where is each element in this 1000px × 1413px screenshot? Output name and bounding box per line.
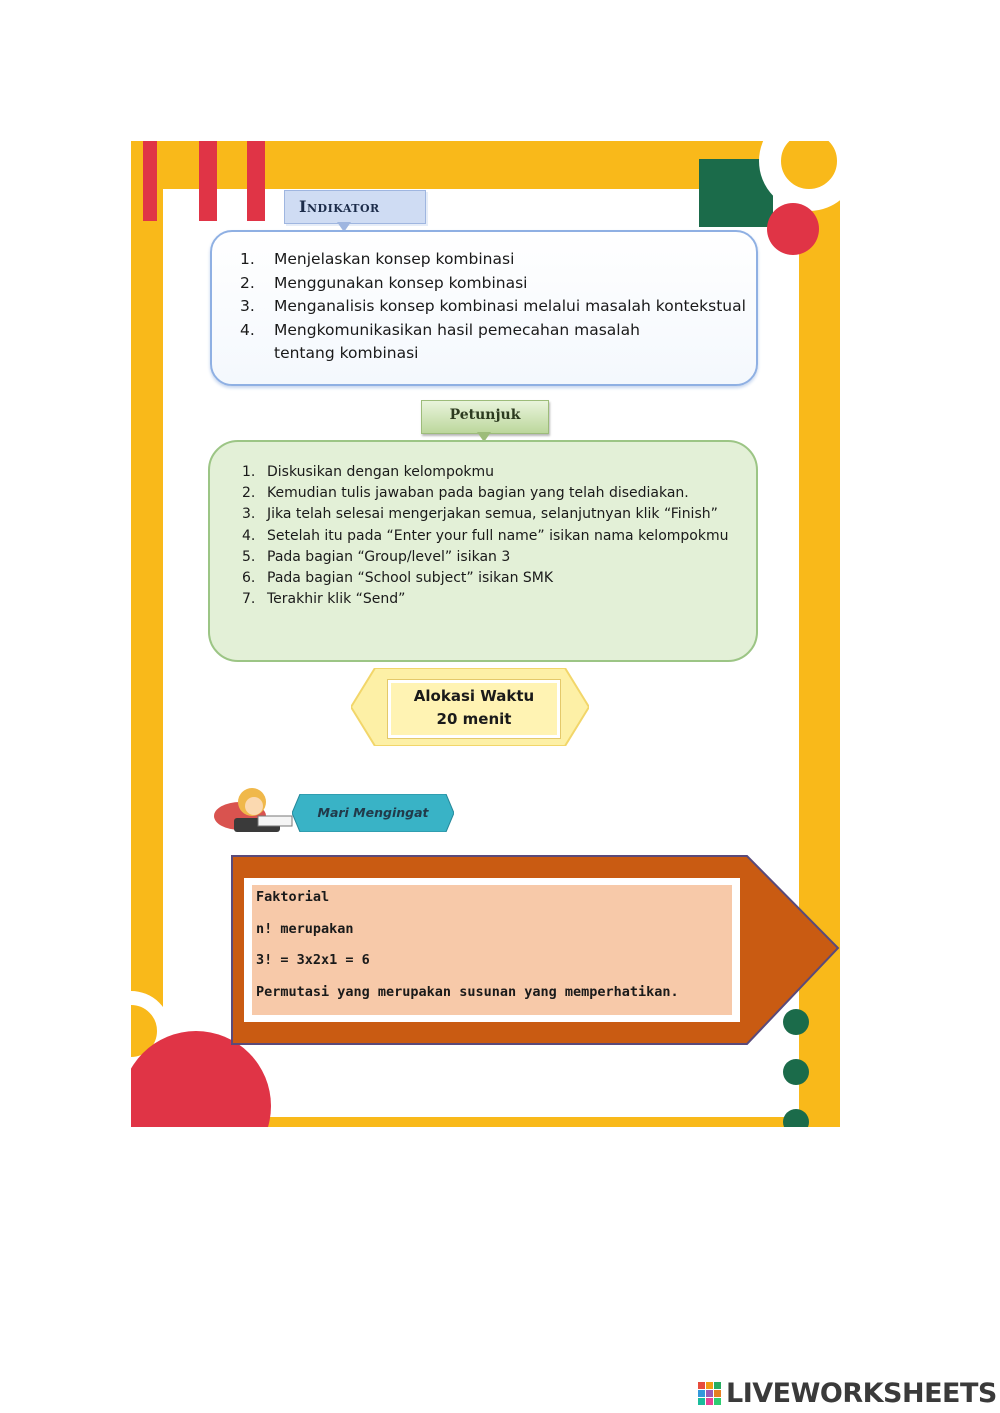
alokasi-duration: 20 menit [436,710,512,728]
petunjuk-list [242,462,752,610]
decor-dot [783,1059,809,1085]
list-item: 2. Kemudian tulis jawaban pada bagian yang telah disediakan. [242,485,689,502]
list-item: 5. Pada bagian “Group/level” isikan 3 [242,548,511,565]
faktorial-line: Permutasi yang merupakan susunan yang memperhatikan. [256,984,679,1000]
list-item: 3. Jika telah selesai mengerjakan semua, selanjutnyan klik “Finish” [242,506,718,523]
list-item: 4. Setelah itu pada “Enter your full name” isikan nama kelompokmu [242,527,729,544]
list-item: 1. Diskusikan dengan kelompokmu [242,464,495,480]
liveworksheets-logo [696,1378,996,1410]
indikator-box [210,230,758,386]
student-illustration-icon [210,782,300,838]
list-item: 2. Menggunakan konsep kombinasi [240,273,528,292]
decor-red-circle [767,203,819,255]
brand-name: LIVEWORKSHEETS [726,1378,997,1409]
alokasi-badge [388,680,560,738]
faktorial-heading: Faktorial [256,889,330,905]
petunjuk-label [421,400,549,434]
decor-stripe [143,141,157,221]
list-item: 1. Menjelaskan konsep kombinasi [240,250,515,268]
alokasi-title: Alokasi Waktu [413,687,535,705]
mari-mengingat-label-wrap [292,794,454,832]
faktorial-line: n! merupakan [256,921,354,937]
decor-stripe [247,141,265,221]
list-item: 4. Mengkomunikasikan hasil pemecahan masalah tentang kombinasi [240,320,640,362]
faktorial-line: 3! = 3x2x1 = 6 [256,952,370,968]
list-item: 6. Pada bagian “School subject” isikan SMK [242,570,554,587]
petunjuk-title: Petunjuk [449,407,521,423]
list-item: 7. Terakhir klik “Send” [242,591,406,608]
decor-stripe [199,141,217,221]
list-item: 3. Menganalisis konsep kombinasi melalui masalah kontekstual [240,297,746,315]
indikator-label [284,190,426,224]
faktorial-box [252,885,732,1015]
indikator-title: Indikator [299,197,380,216]
indikator-list [240,248,750,366]
petunjuk-box [208,440,758,662]
logo-grid-icon [698,1382,722,1406]
mari-mengingat-label: Mari Mengingat [317,805,429,820]
decor-dot [783,1109,809,1127]
